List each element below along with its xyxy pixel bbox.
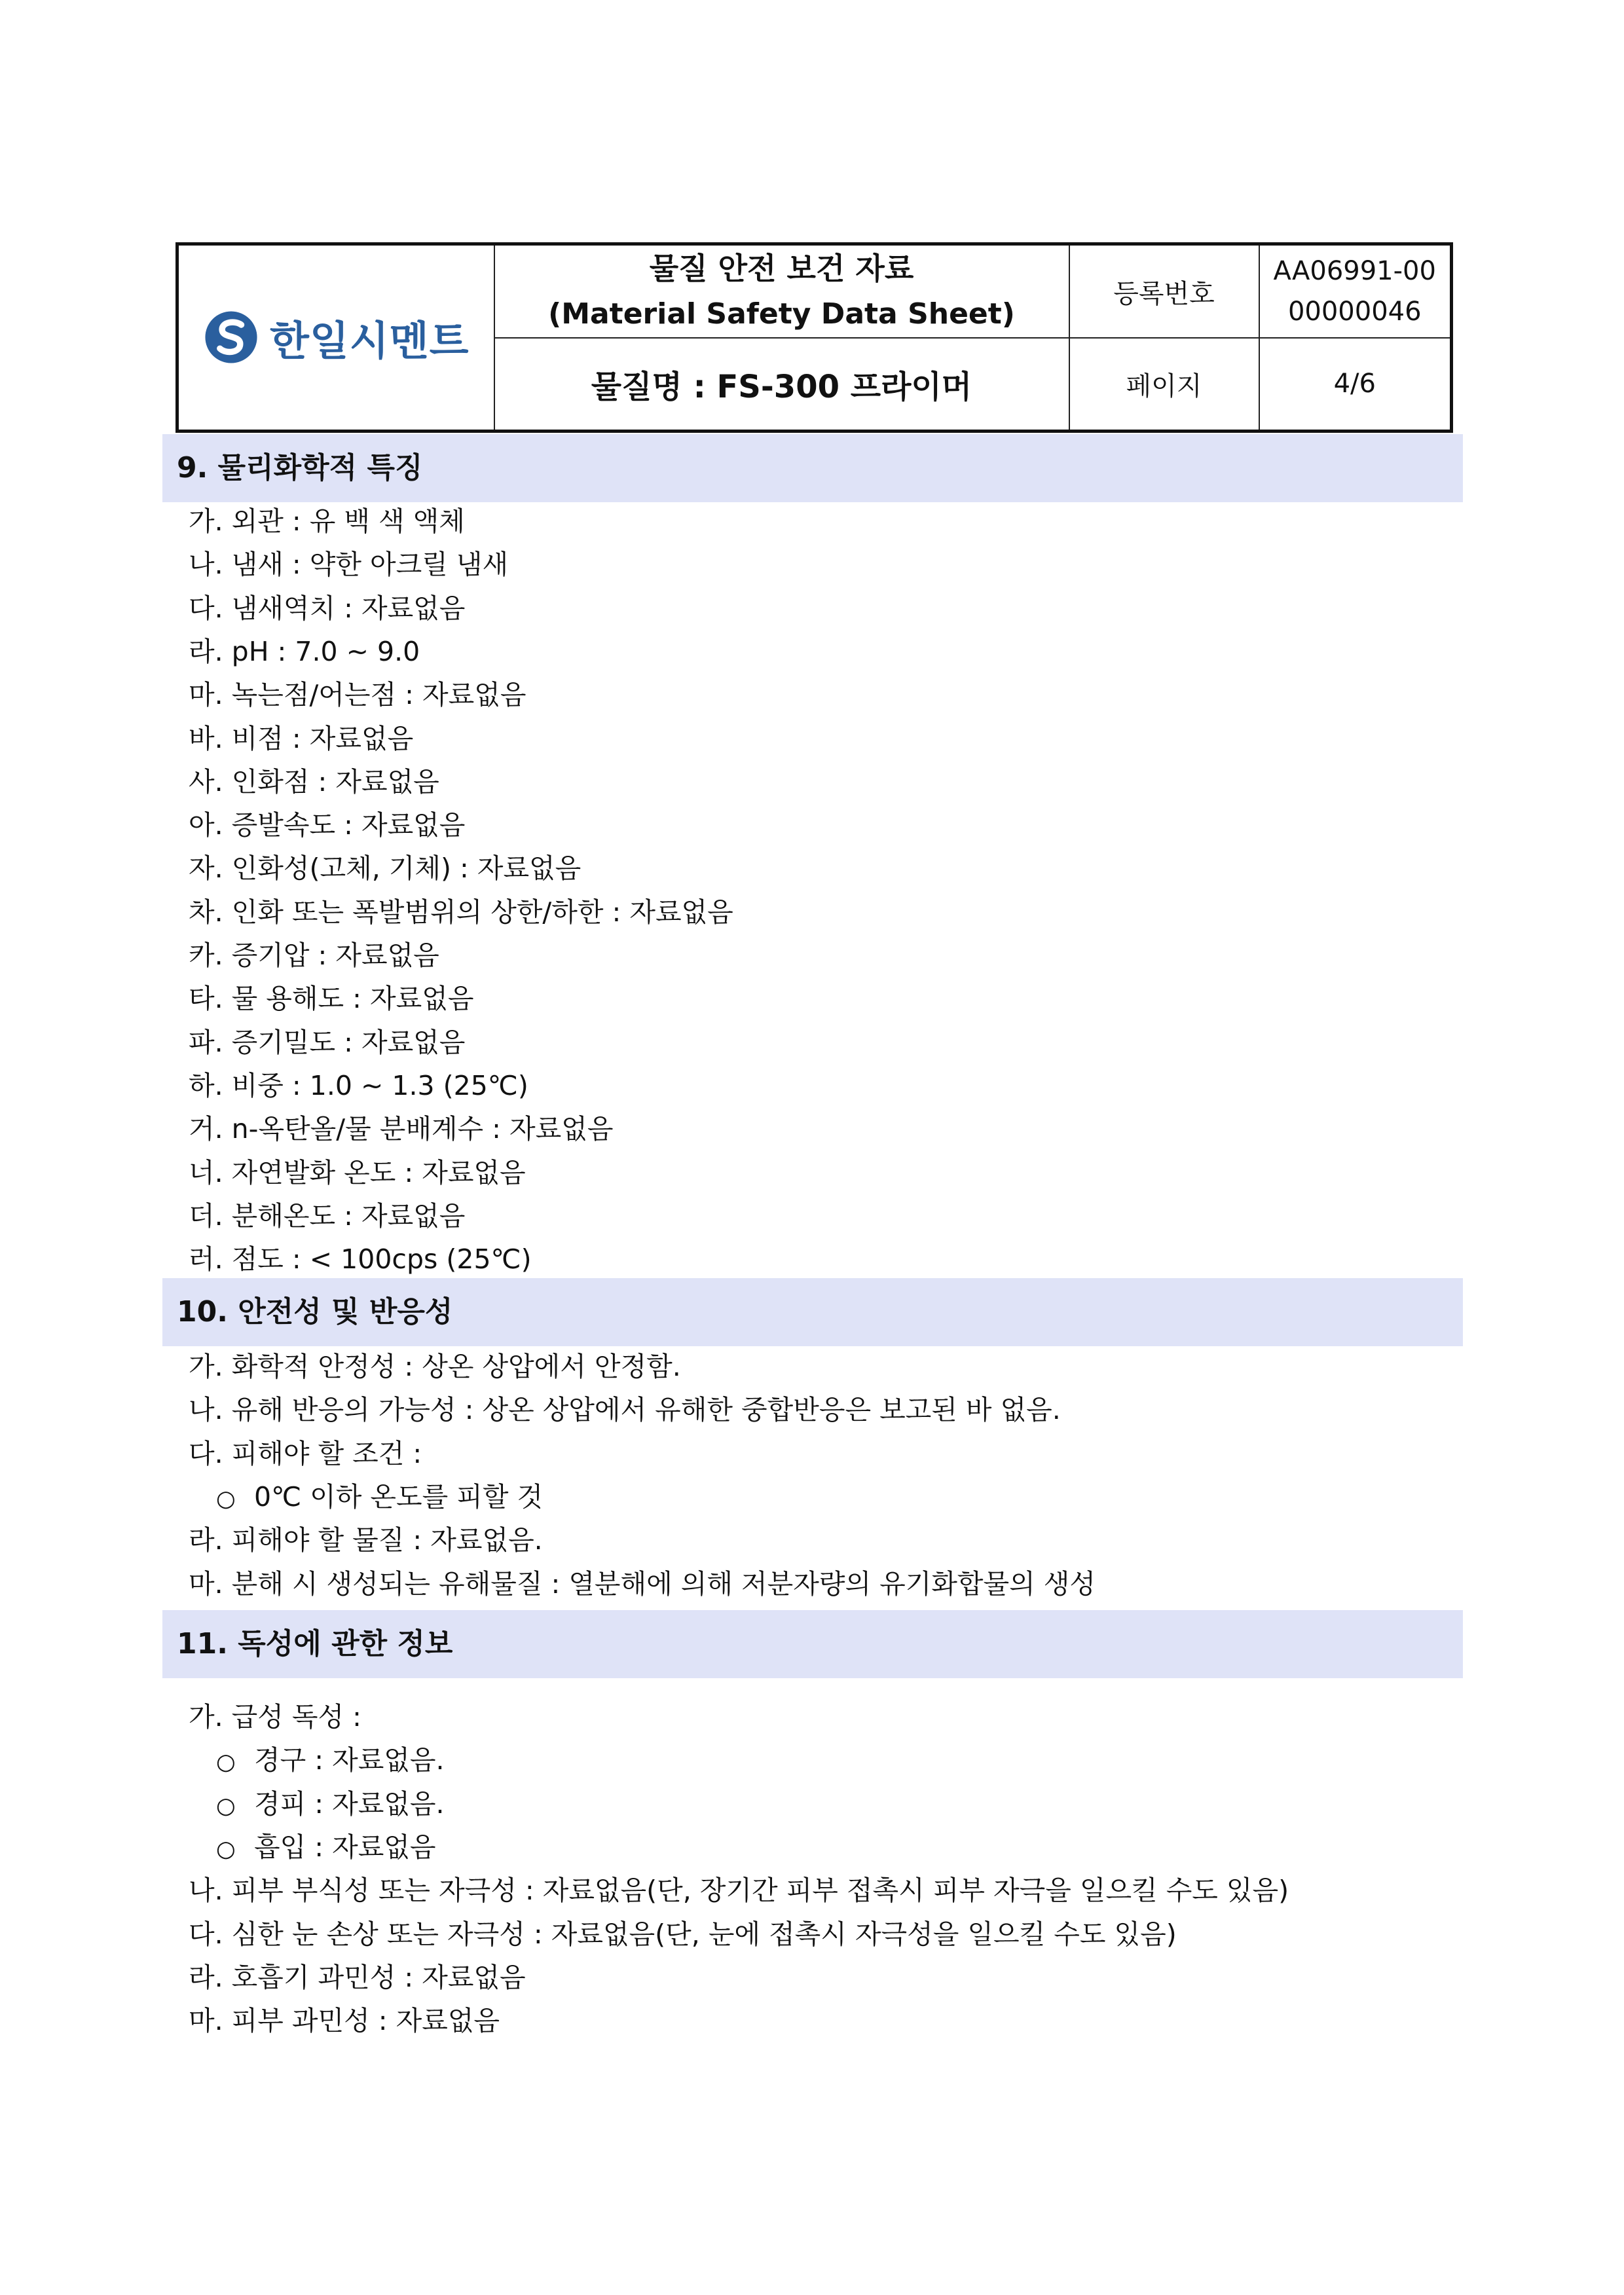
document-header-table (175, 242, 1453, 433)
list-item (189, 1568, 1096, 1600)
list-item-text: 가. 급성 독성 : (189, 1701, 361, 1733)
section-heading: 9. 물리화학적 특징 (162, 434, 1463, 502)
list-item (189, 2004, 500, 2037)
list-item (189, 939, 439, 972)
list-item-text: 라. pH : 7.0 ~ 9.0 (189, 636, 420, 667)
list-item-text: 가. 화학적 안정성 : 상온 상압에서 안정함. (189, 1351, 681, 1382)
list-item-text: 거. n-옥탄올/물 분배계수 : 자료없음 (189, 1113, 614, 1145)
list-item-text: 나. 유해 반응의 가능성 : 상온 상압에서 유해한 중합반응은 보고된 바 없음. (189, 1394, 1061, 1425)
company-logo (179, 308, 494, 367)
list-item (189, 1350, 681, 1383)
registration-label: 등록번호 (1069, 244, 1259, 339)
list-item (189, 1200, 465, 1232)
bullet-circle-icon: ○ (216, 1486, 236, 1512)
logo-text: 한일시멘트 (270, 316, 470, 365)
bullet-circle-icon: ○ (216, 1836, 236, 1862)
list-item-text: 카. 증기압 : 자료없음 (189, 940, 439, 971)
list-item-text: 마. 녹는점/어는점 : 자료없음 (189, 679, 526, 710)
list-item-text: 경피 : 자료없음. (254, 1788, 445, 1820)
list-item (189, 505, 465, 538)
list-item (189, 678, 526, 711)
list-item-text: 경구 : 자료없음. (254, 1744, 445, 1776)
list-item (189, 722, 413, 755)
list-item (189, 1961, 526, 1994)
list-item-text: 0℃ 이하 온도를 피할 것 (254, 1481, 544, 1513)
sub-list-item (216, 1831, 436, 1865)
list-item (189, 1069, 528, 1102)
list-item-text: 가. 외관 : 유 백 색 액체 (189, 505, 465, 537)
list-item (189, 1437, 422, 1470)
list-item (189, 765, 439, 798)
list-item (189, 1700, 361, 1733)
product-name: 물질명 : FS-300 프라이머 (494, 338, 1069, 431)
list-item (189, 1393, 1061, 1426)
list-item-text: 바. 비점 : 자료없음 (189, 723, 414, 754)
list-item-text: 다. 심한 눈 손상 또는 자극성 : 자료없음(단, 눈에 접촉시 자극성을 일으킬 수도 있음) (189, 1919, 1177, 1950)
list-item-text: 사. 인화점 : 자료없음 (189, 766, 439, 798)
title-korean: 물질 안전 보건 자료 (649, 251, 914, 286)
list-item-text: 마. 피부 과민성 : 자료없음 (189, 2005, 500, 2036)
list-item (189, 852, 581, 885)
list-item-text: 나. 냄새 : 약한 아크릴 냄새 (189, 549, 509, 580)
list-item-text: 라. 호흡기 과민성 : 자료없음 (189, 1962, 526, 1993)
list-item (189, 809, 465, 841)
list-item-text: 다. 냄새역치 : 자료없음 (189, 593, 466, 624)
list-item-text: 너. 자연발화 온도 : 자료없음 (189, 1157, 526, 1188)
list-item-text: 하. 비중 : 1.0 ~ 1.3 (25℃) (189, 1070, 528, 1101)
list-item-text: 더. 분해온도 : 자료없음 (189, 1200, 466, 1232)
registration-number-line1: AA06991-00 (1273, 256, 1436, 286)
sub-list-item (216, 1480, 543, 1515)
registration-number-line2: 00000046 (1287, 297, 1422, 327)
sub-list-item (216, 1788, 445, 1822)
title-english: (Material Safety Data Sheet) (548, 297, 1015, 331)
section-heading: 11. 독성에 관한 정보 (162, 1610, 1463, 1678)
logo-s-icon (203, 309, 259, 365)
list-item-text: 아. 증발속도 : 자료없음 (189, 809, 466, 841)
section-heading: 10. 안전성 및 반응성 (162, 1278, 1463, 1346)
bullet-circle-icon: ○ (216, 1749, 236, 1775)
list-item (189, 1026, 465, 1059)
list-item (189, 1156, 526, 1189)
page-number: 4/6 (1259, 338, 1452, 431)
list-item (189, 635, 420, 668)
title-cell (494, 244, 1069, 339)
list-item (189, 1243, 532, 1276)
list-item (189, 1918, 1177, 1951)
list-item (189, 1524, 543, 1556)
list-item-text: 마. 분해 시 생성되는 유해물질 : 열분해에 의해 저분자량의 유기화합물의 생성 (189, 1568, 1096, 1600)
list-item (189, 548, 508, 581)
list-item (189, 982, 473, 1015)
bullet-circle-icon: ○ (216, 1793, 236, 1819)
list-item-text: 파. 증기밀도 : 자료없음 (189, 1027, 466, 1058)
list-item-text: 나. 피부 부식성 또는 자극성 : 자료없음(단, 장기간 피부 접촉시 피부 자극을 일으킬 수도 있음) (189, 1875, 1289, 1906)
list-item-text: 타. 물 용해도 : 자료없음 (189, 983, 474, 1014)
list-item-text: 러. 점도 : < 100cps (25℃) (189, 1243, 532, 1275)
list-item-text: 흡입 : 자료없음 (254, 1831, 436, 1863)
logo-cell (177, 244, 494, 431)
list-item-text: 자. 인화성(고체, 기체) : 자료없음 (189, 853, 581, 884)
list-item (189, 1112, 613, 1145)
list-item (189, 592, 465, 625)
sub-list-item (216, 1744, 445, 1778)
registration-number-cell (1259, 244, 1452, 339)
list-item (189, 1874, 1289, 1907)
list-item (189, 896, 733, 928)
list-item-text: 차. 인화 또는 폭발범위의 상한/하한 : 자료없음 (189, 896, 733, 928)
page-label: 페이지 (1069, 338, 1259, 431)
list-item-text: 라. 피해야 할 물질 : 자료없음. (189, 1524, 543, 1556)
list-item-text: 다. 피해야 할 조건 : (189, 1438, 422, 1469)
